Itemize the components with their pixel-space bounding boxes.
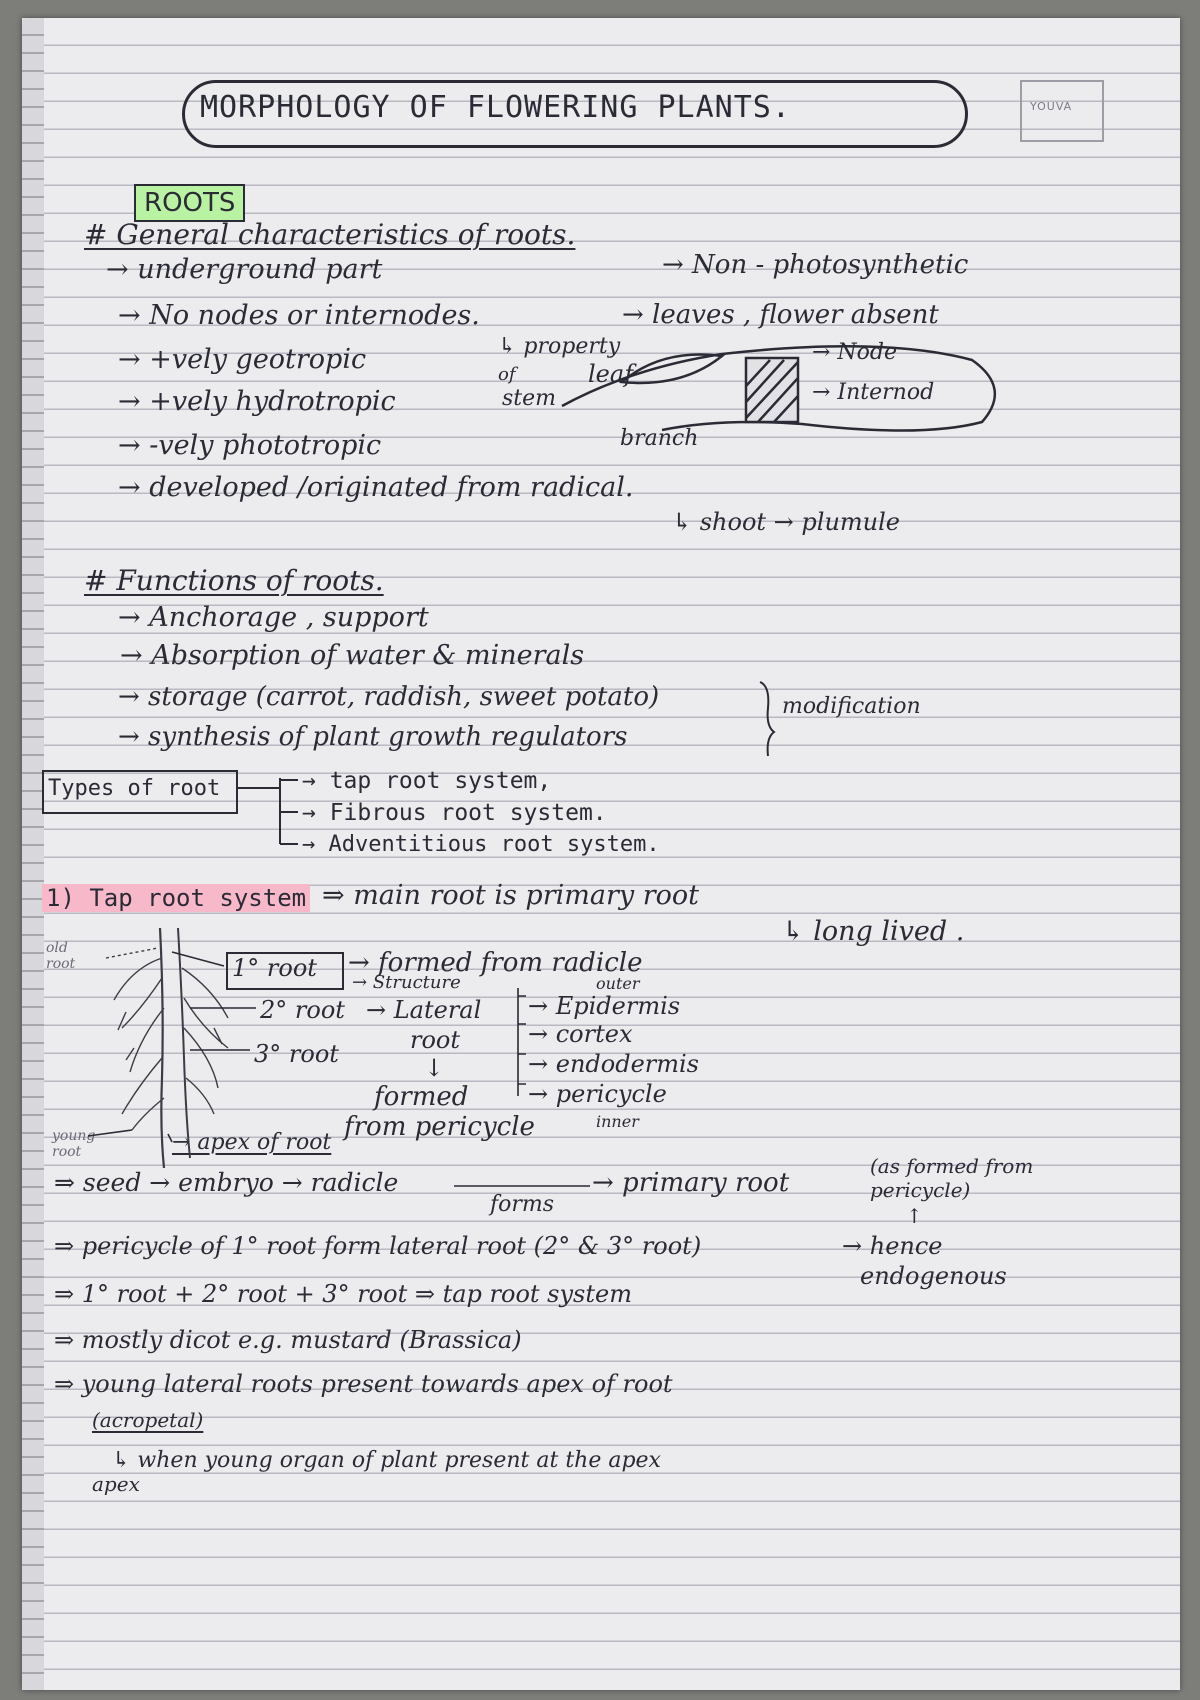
- tap-line: ⇒ seed → embryo → radicle: [54, 1168, 399, 1197]
- label-structure: → Structure: [352, 972, 461, 993]
- label-endogenous: endogenous: [860, 1262, 1007, 1290]
- label-old-root: old root: [46, 940, 76, 972]
- function-point: → storage (carrot, raddish, sweet potato): [118, 682, 660, 712]
- label-formed: formed: [374, 1082, 469, 1112]
- tap-root-lived: ↳ long lived .: [782, 916, 965, 947]
- note-leaf: leaf: [588, 360, 634, 388]
- note-of: of: [498, 364, 516, 385]
- layer-epidermis: → Epidermis: [528, 992, 681, 1020]
- general-point: → developed /originated from radical.: [118, 472, 634, 503]
- label-tertiary-root: 3° root: [254, 1040, 339, 1068]
- note-property: ↳ property: [498, 334, 621, 359]
- functions-heading: # Functions of roots.: [84, 564, 384, 597]
- tap-line-when: ↳ when young organ of plant present at the apex: [112, 1448, 661, 1473]
- general-point: → underground part: [106, 254, 383, 285]
- label-hence: → hence: [842, 1232, 943, 1260]
- label-as-formed: (as formed from pericycle): [870, 1154, 1034, 1202]
- function-point: → Absorption of water & minerals: [120, 640, 585, 671]
- layer-pericycle: → pericycle: [528, 1080, 667, 1108]
- drawings-layer: [22, 18, 1180, 1690]
- tap-line-apex: apex: [92, 1472, 140, 1496]
- tap-line-acropetal: (acropetal): [92, 1408, 204, 1432]
- label-root: root: [410, 1026, 461, 1054]
- type-item: → Fibrous root system.: [302, 800, 607, 826]
- general-heading: # General characteristics of roots.: [84, 218, 576, 251]
- tap-root-diagram: [106, 928, 228, 1168]
- general-point: → +vely hydrotropic: [118, 386, 396, 417]
- layer-cortex: → cortex: [528, 1020, 633, 1048]
- tap-line: ⇒ 1° root + 2° root + 3° root ⇒ tap root system: [54, 1280, 632, 1308]
- modification-bracket: [760, 682, 774, 756]
- section-label-roots: ROOTS: [134, 184, 245, 222]
- label-apex-of-root: → apex of root: [172, 1130, 332, 1155]
- label-from-pericycle: from pericycle: [344, 1112, 535, 1142]
- label-primary-root-long: → primary root: [592, 1168, 790, 1198]
- label-young-root: young root: [52, 1128, 96, 1160]
- label-secondary-root: 2° root: [260, 996, 345, 1024]
- diagram-label-arrows: [88, 952, 256, 1142]
- function-point: → Anchorage , support: [118, 602, 429, 633]
- function-point: → synthesis of plant growth regulators: [118, 722, 628, 752]
- label-outer: outer: [596, 974, 640, 993]
- label-forms: forms: [490, 1192, 555, 1217]
- general-point: → No nodes or internodes.: [118, 300, 480, 331]
- tap-root-heading-text: 1) Tap root system: [42, 884, 310, 912]
- note-non-photosynthetic: → Non - photosynthetic: [662, 250, 969, 280]
- tap-line: ⇒ young lateral roots present towards apex of root: [54, 1370, 673, 1398]
- tap-line: ⇒ mostly dicot e.g. mustard (Brassica): [54, 1326, 522, 1354]
- types-branch-lines: [236, 778, 298, 844]
- label-inner: inner: [596, 1112, 639, 1131]
- type-item: → Adventitious root system.: [302, 832, 660, 857]
- tap-root-definition: ⇒ main root is primary root: [322, 880, 699, 911]
- layer-endodermis: → endodermis: [528, 1050, 699, 1078]
- note-modification: modification: [782, 694, 921, 719]
- leaf-node-sketch: [562, 346, 995, 430]
- note-leaves-flower: → leaves , flower absent: [622, 300, 939, 330]
- label-up-arrow: ↑: [906, 1204, 923, 1228]
- note-internode: → Internod: [812, 380, 935, 405]
- note-stem: stem: [502, 386, 557, 411]
- note-node: → Node: [812, 340, 898, 365]
- tap-line: ⇒ pericycle of 1° root form lateral root (2° & 3° root): [54, 1232, 702, 1260]
- general-point: → -vely phototropic: [118, 430, 382, 461]
- types-label: Types of root: [48, 776, 221, 801]
- note-shoot-plumule: ↳ shoot → plumule: [672, 508, 901, 536]
- note-branch: branch: [620, 426, 699, 451]
- general-point: → +vely geotropic: [118, 344, 367, 375]
- label-primary-root: 1° root: [232, 954, 317, 982]
- layers-bracket: [518, 988, 526, 1096]
- notebook-page: [22, 18, 1180, 1690]
- arrow-down: ↓: [424, 1054, 445, 1082]
- brand-logo: YOUVA: [1030, 100, 1073, 113]
- label-formed-radicle: → formed from radicle: [348, 948, 643, 978]
- page-title: MORPHOLOGY OF FLOWERING PLANTS.: [200, 90, 791, 125]
- label-lateral: → Lateral: [366, 996, 482, 1024]
- type-item: → tap root system,: [302, 768, 552, 794]
